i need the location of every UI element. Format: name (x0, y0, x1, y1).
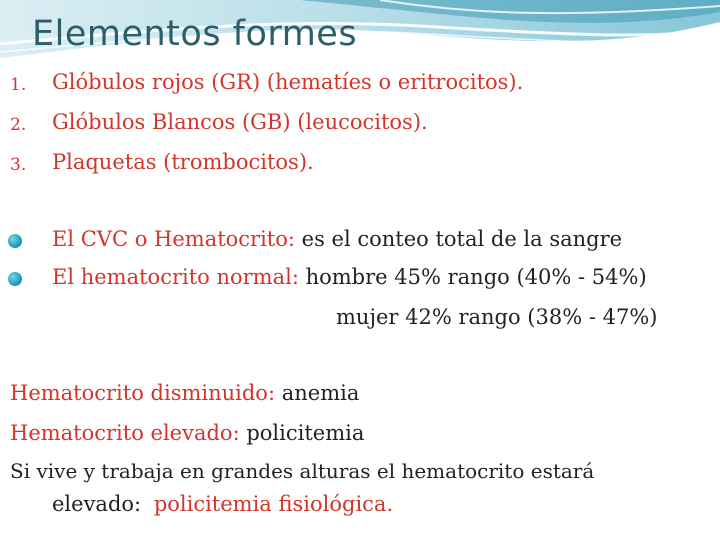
bullet-label-cvc: El CVC o Hematocrito: (52, 227, 295, 251)
bullet-text-hombre: hombre 45% rango (40% - 54%) (305, 265, 647, 289)
list-number-1: 1. (10, 75, 27, 95)
altitude-note: Si vive y trabaja en grandes alturas el hematocrito estará (10, 459, 595, 483)
list-item-plaquetas: Plaquetas (trombocitos). (52, 150, 314, 174)
list-item-globulos-rojos: Glóbulos rojos (GR) (hematíes o eritrocitos). (52, 70, 524, 94)
bullet-label-normal: El hematocrito normal: (52, 265, 299, 289)
slide-title: Elementos formes (32, 14, 358, 54)
bullet-text-cvc: es el conteo total de la sangre (301, 227, 623, 251)
list-number-3: 3. (10, 155, 27, 175)
altitude-cont-value: policitemia fisiológica. (153, 492, 394, 516)
note-label-disminuido: Hematocrito disminuido: (10, 381, 276, 405)
note-label-elevado: Hematocrito elevado: (10, 421, 240, 445)
note-value-policitemia: policitemia (246, 421, 365, 445)
altitude-note-continuation (52, 492, 393, 516)
bullet-item-cvc (52, 227, 622, 251)
list-number-2: 2. (10, 115, 27, 135)
bullet-icon (8, 272, 22, 286)
bullet-item-hematocrito-normal (52, 265, 647, 289)
note-hematocrito-elevado (10, 421, 364, 445)
note-hematocrito-disminuido (10, 381, 359, 405)
bullet-icon (8, 234, 22, 248)
continuation-mujer: mujer 42% rango (38% - 47%) (336, 305, 658, 329)
list-item-globulos-blancos: Glóbulos Blancos (GB) (leucocitos). (52, 110, 428, 134)
note-value-anemia: anemia (281, 381, 360, 405)
altitude-cont-label: elevado: (52, 492, 142, 516)
